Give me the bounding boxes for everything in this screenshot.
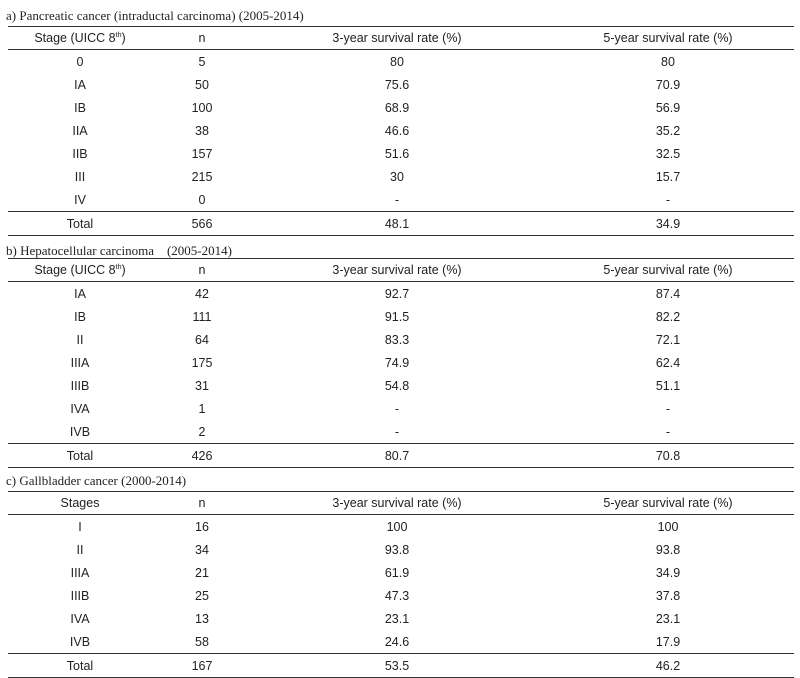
cell-5yr: 62.4 xyxy=(655,355,681,370)
table-row xyxy=(8,538,794,561)
cell-stage: IA xyxy=(74,77,86,92)
cell-n: 426 xyxy=(152,444,252,468)
cell-n: 42 xyxy=(195,286,209,301)
cell-n: 13 xyxy=(195,611,209,626)
cell-3yr: 75.6 xyxy=(384,77,410,92)
table-row xyxy=(8,420,794,444)
header-n: n xyxy=(152,259,252,282)
cell-3yr: 92.7 xyxy=(384,286,410,301)
cell-3yr: 48.1 xyxy=(252,212,542,236)
cell-n: 2 xyxy=(198,424,206,439)
cell-3yr: 54.8 xyxy=(384,378,410,393)
cell-stage: Total xyxy=(8,654,152,678)
cell-stage: Total xyxy=(8,444,152,468)
header-3yr: 3-year survival rate (%) xyxy=(252,259,542,282)
header-n: n xyxy=(152,27,252,50)
cell-stage: IA xyxy=(74,286,86,301)
cell-3yr: 30 xyxy=(390,169,404,184)
cell-stage: IIIA xyxy=(70,565,90,580)
cell-n: 175 xyxy=(191,355,213,370)
table-row xyxy=(8,607,794,630)
cell-n: 100 xyxy=(191,100,213,115)
header-stage: Stage (UICC 8th) xyxy=(8,27,152,50)
cell-stage: IIB xyxy=(72,146,88,161)
cell-5yr: 72.1 xyxy=(655,332,681,347)
cell-3yr: 68.9 xyxy=(384,100,410,115)
table-row xyxy=(8,351,794,374)
cell-5yr: 82.2 xyxy=(655,309,681,324)
header-3yr: 3-year survival rate (%) xyxy=(252,27,542,50)
cell-stage: II xyxy=(76,542,84,557)
cell-3yr: 61.9 xyxy=(384,565,410,580)
cell-stage: IIIB xyxy=(70,378,90,393)
header-3yr: 3-year survival rate (%) xyxy=(252,492,542,515)
table-row xyxy=(8,561,794,584)
cell-3yr: - xyxy=(394,401,400,416)
table-row xyxy=(8,328,794,351)
cell-n: 31 xyxy=(195,378,209,393)
cell-n: 566 xyxy=(152,212,252,236)
cell-3yr: 80.7 xyxy=(252,444,542,468)
cell-5yr: 100 xyxy=(657,519,679,534)
table-row xyxy=(8,397,794,420)
header-5yr: 5-year survival rate (%) xyxy=(542,259,794,282)
total-row xyxy=(8,212,794,236)
table-caption: b) Hepatocellular carcinoma (2005-2014) xyxy=(6,243,232,258)
cell-3yr: 100 xyxy=(386,519,408,534)
cell-3yr: 53.5 xyxy=(252,654,542,678)
cell-n: 157 xyxy=(191,146,213,161)
cell-5yr: 34.9 xyxy=(655,565,681,580)
cell-3yr: 83.3 xyxy=(384,332,410,347)
cell-stage: IV xyxy=(74,192,86,207)
cell-3yr: 80 xyxy=(390,54,404,69)
cell-5yr: - xyxy=(665,401,671,416)
table-row xyxy=(8,282,794,306)
cell-n: 34 xyxy=(195,542,209,557)
total-row xyxy=(8,444,794,468)
cell-5yr: - xyxy=(665,192,671,207)
cell-stage: I xyxy=(78,519,82,534)
cell-stage: 0 xyxy=(76,54,84,69)
table-row xyxy=(8,119,794,142)
cell-stage: IB xyxy=(74,100,86,115)
cell-5yr: 15.7 xyxy=(655,169,681,184)
table-row xyxy=(8,374,794,397)
table-row xyxy=(8,165,794,188)
header-n: n xyxy=(152,492,252,515)
cell-5yr: 35.2 xyxy=(655,123,681,138)
table-row xyxy=(8,305,794,328)
cell-stage: IVA xyxy=(70,401,90,416)
header-stage: Stage (UICC 8th) xyxy=(8,259,152,282)
cell-n: 0 xyxy=(198,192,206,207)
cell-n: 111 xyxy=(192,309,212,324)
cell-stage: IIA xyxy=(72,123,88,138)
cell-n: 1 xyxy=(198,401,206,416)
cell-5yr: 23.1 xyxy=(655,611,681,626)
cell-3yr: - xyxy=(394,424,400,439)
header-5yr: 5-year survival rate (%) xyxy=(542,492,794,515)
cell-stage: IVB xyxy=(69,424,91,439)
cell-5yr: - xyxy=(665,424,671,439)
cell-n: 38 xyxy=(195,123,209,138)
cell-5yr: 32.5 xyxy=(655,146,681,161)
table-row xyxy=(8,96,794,119)
table-row xyxy=(8,515,794,539)
cell-stage: IIIB xyxy=(70,588,90,603)
table-row xyxy=(8,142,794,165)
cell-n: 25 xyxy=(195,588,209,603)
header-5yr: 5-year survival rate (%) xyxy=(542,27,794,50)
table-row xyxy=(8,73,794,96)
cell-stage: III xyxy=(74,169,86,184)
cell-n: 58 xyxy=(195,634,209,649)
cell-5yr: 46.2 xyxy=(542,654,794,678)
cell-3yr: 46.6 xyxy=(384,123,410,138)
cell-n: 64 xyxy=(195,332,209,347)
cell-stage: IVB xyxy=(69,634,91,649)
cell-n: 16 xyxy=(195,519,209,534)
table-row xyxy=(8,630,794,654)
cell-3yr: 93.8 xyxy=(384,542,410,557)
cell-5yr: 87.4 xyxy=(655,286,681,301)
survival-table-hepatocellular xyxy=(8,258,794,468)
total-row xyxy=(8,654,794,678)
cell-n: 21 xyxy=(195,565,209,580)
header-row xyxy=(8,259,794,282)
cell-stage: IVA xyxy=(70,611,90,626)
header-row xyxy=(8,27,794,50)
cell-5yr: 93.8 xyxy=(655,542,681,557)
survival-table-gallbladder xyxy=(8,491,794,678)
cell-3yr: 23.1 xyxy=(384,611,410,626)
cell-3yr: - xyxy=(394,192,400,207)
cell-n: 167 xyxy=(152,654,252,678)
table-row xyxy=(8,584,794,607)
cell-3yr: 91.5 xyxy=(384,309,410,324)
table-caption: c) Gallbladder cancer (2000-2014) xyxy=(6,473,187,488)
cell-stage: II xyxy=(76,332,84,347)
cell-3yr: 47.3 xyxy=(384,588,410,603)
cell-5yr: 56.9 xyxy=(655,100,681,115)
cell-3yr: 51.6 xyxy=(384,146,410,161)
cell-n: 50 xyxy=(195,77,209,92)
cell-5yr: 37.8 xyxy=(655,588,681,603)
cell-stage: Total xyxy=(8,212,152,236)
cell-3yr: 74.9 xyxy=(384,355,410,370)
cell-5yr: 17.9 xyxy=(655,634,681,649)
cell-n: 5 xyxy=(198,54,206,69)
cell-5yr: 80 xyxy=(661,54,675,69)
cell-stage: IB xyxy=(74,309,86,324)
cell-5yr: 70.8 xyxy=(542,444,794,468)
cell-5yr: 70.9 xyxy=(655,77,681,92)
header-row xyxy=(8,492,794,515)
cell-stage: IIIA xyxy=(70,355,90,370)
table-caption: a) Pancreatic cancer (intraductal carcinoma) (2005-2014) xyxy=(6,8,304,23)
header-stage: Stages xyxy=(8,492,152,515)
cell-5yr: 34.9 xyxy=(542,212,794,236)
cell-5yr: 51.1 xyxy=(655,378,681,393)
survival-table-pancreatic xyxy=(8,26,794,236)
table-row xyxy=(8,188,794,212)
table-row xyxy=(8,50,794,74)
cell-3yr: 24.6 xyxy=(384,634,410,649)
cell-n: 215 xyxy=(191,169,213,184)
